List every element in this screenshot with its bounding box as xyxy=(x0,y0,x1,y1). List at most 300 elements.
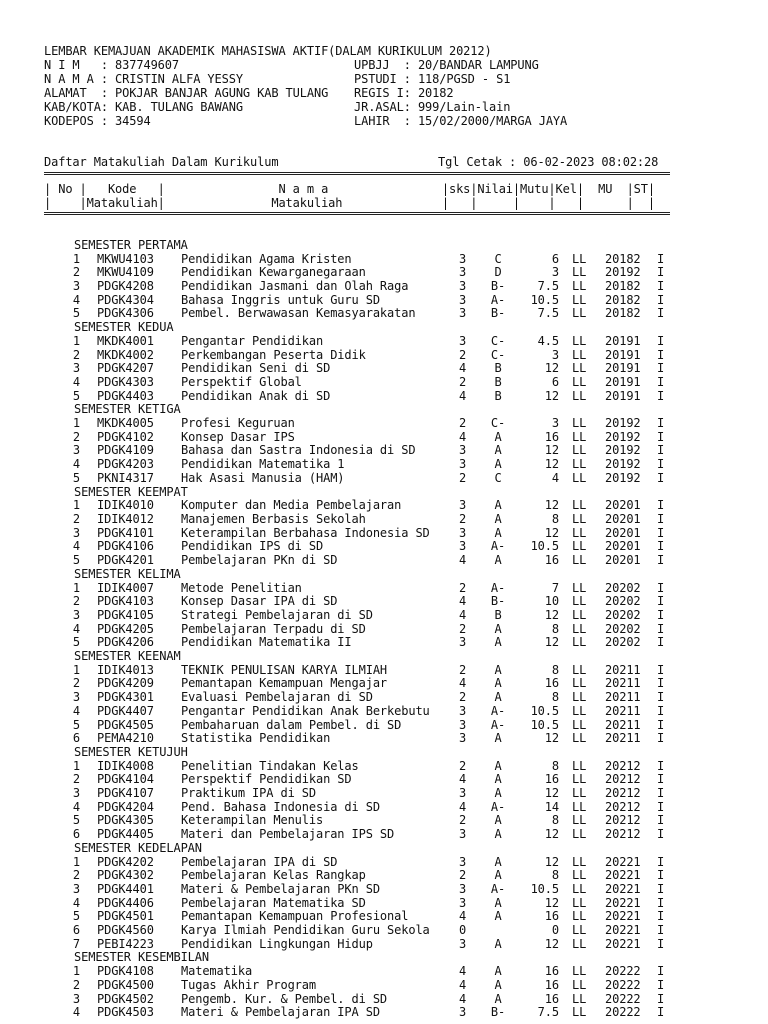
course-mutu: 4 xyxy=(551,471,559,485)
course-mu: 20211 xyxy=(605,690,641,704)
course-mutu: 3 xyxy=(551,265,559,279)
course-nama: Pendidikan Jasmani dan Olah Raga xyxy=(181,279,409,293)
course-nilai: A xyxy=(494,896,502,910)
kodepos-field: KODEPOS : 34594 xyxy=(44,114,151,128)
course-st: I xyxy=(657,279,665,293)
course-nama: Penelitian Tindakan Kelas xyxy=(181,759,359,773)
course-no: 6 xyxy=(72,923,80,937)
course-mu: 20212 xyxy=(605,786,641,800)
course-mutu: 10 xyxy=(544,594,559,608)
course-mutu: 10.5 xyxy=(530,539,559,553)
course-sks: 3 xyxy=(459,718,467,732)
course-no: 4 xyxy=(72,622,80,636)
course-nilai: A xyxy=(494,676,502,690)
course-kode: PDGK4501 xyxy=(97,909,154,923)
course-st: I xyxy=(657,855,665,869)
course-mu: 20222 xyxy=(605,964,641,978)
course-nilai: B xyxy=(494,389,502,403)
course-nama: Tugas Akhir Program xyxy=(181,978,316,992)
course-sks: 4 xyxy=(459,800,467,814)
course-nilai: D xyxy=(494,265,502,279)
course-st: I xyxy=(657,306,665,320)
course-st: I xyxy=(657,663,665,677)
course-no: 4 xyxy=(72,457,80,471)
course-mu: 20221 xyxy=(605,882,641,896)
double-rule xyxy=(44,212,670,215)
course-st: I xyxy=(657,978,665,992)
course-kode: IDIK4008 xyxy=(97,759,154,773)
course-kel: LL xyxy=(572,512,587,526)
course-nama: TEKNIK PENULISAN KARYA ILMIAH xyxy=(181,663,388,677)
course-sks: 3 xyxy=(459,635,467,649)
course-st: I xyxy=(657,786,665,800)
course-kode: PDGK4102 xyxy=(97,430,154,444)
course-kel: LL xyxy=(572,855,587,869)
course-sks: 2 xyxy=(459,512,467,526)
course-mutu: 7.5 xyxy=(537,306,559,320)
course-st: I xyxy=(657,498,665,512)
course-st: I xyxy=(657,443,665,457)
course-nilai: A xyxy=(494,827,502,841)
course-nama: Pembelajaran PKn di SD xyxy=(181,553,338,567)
course-no: 2 xyxy=(72,348,80,362)
course-mutu: 12 xyxy=(544,526,559,540)
course-sks: 4 xyxy=(459,978,467,992)
course-sks: 3 xyxy=(459,293,467,307)
course-mu: 20182 xyxy=(605,252,641,266)
course-sks: 0 xyxy=(459,923,467,937)
course-kode: IDIK4007 xyxy=(97,581,154,595)
course-kode: PDGK4109 xyxy=(97,443,154,457)
course-mutu: 10.5 xyxy=(530,704,559,718)
course-no: 6 xyxy=(72,827,80,841)
course-mutu: 16 xyxy=(544,772,559,786)
course-mu: 20221 xyxy=(605,868,641,882)
course-nilai: B- xyxy=(490,279,506,293)
course-st: I xyxy=(657,923,665,937)
course-no: 4 xyxy=(72,539,80,553)
course-nama: Konsep Dasar IPS xyxy=(181,430,295,444)
course-kel: LL xyxy=(572,704,587,718)
course-nama: Pendidikan Seni di SD xyxy=(181,361,331,375)
course-mu: 20211 xyxy=(605,731,641,745)
course-kel: LL xyxy=(572,992,587,1006)
course-st: I xyxy=(657,718,665,732)
course-kode: MKDK4002 xyxy=(97,348,154,362)
course-kel: LL xyxy=(572,334,587,348)
course-nilai: B xyxy=(494,375,502,389)
course-no: 5 xyxy=(72,389,80,403)
course-mu: 20192 xyxy=(605,416,641,430)
course-no: 4 xyxy=(72,1005,80,1019)
course-mu: 20212 xyxy=(605,827,641,841)
course-mu: 20221 xyxy=(605,923,641,937)
course-mu: 20221 xyxy=(605,909,641,923)
course-nilai: C- xyxy=(490,334,506,348)
course-sks: 4 xyxy=(459,964,467,978)
course-sks: 2 xyxy=(459,348,467,362)
info-line xyxy=(0,100,511,114)
course-kode: PDGK4560 xyxy=(97,923,154,937)
course-nama: Pembaharuan dalam Pembel. di SD xyxy=(181,718,402,732)
course-sks: 3 xyxy=(459,896,467,910)
course-nilai: A xyxy=(494,663,502,677)
table-header-line2: | |Matakuliah| Matakuliah | | | | | | | xyxy=(44,196,655,210)
course-no: 3 xyxy=(72,361,80,375)
course-nama: Perkembangan Peserta Didik xyxy=(181,348,366,362)
course-no: 3 xyxy=(72,608,80,622)
course-mu: 20211 xyxy=(605,718,641,732)
course-nilai: A xyxy=(494,430,502,444)
course-mutu: 12 xyxy=(544,937,559,951)
course-nilai: A xyxy=(494,786,502,800)
course-st: I xyxy=(657,293,665,307)
course-nilai: A xyxy=(494,868,502,882)
course-st: I xyxy=(657,512,665,526)
course-mu: 20201 xyxy=(605,498,641,512)
course-st: I xyxy=(657,389,665,403)
course-st: I xyxy=(657,827,665,841)
course-no: 1 xyxy=(72,759,80,773)
course-nama: Perspektif Global xyxy=(181,375,302,389)
course-st: I xyxy=(657,813,665,827)
doc-title-line xyxy=(0,44,492,58)
course-nilai: C- xyxy=(490,348,506,362)
course-nilai: B xyxy=(494,608,502,622)
course-st: I xyxy=(657,252,665,266)
course-nilai: A- xyxy=(490,539,506,553)
course-nilai: A xyxy=(494,635,502,649)
course-mutu: 8 xyxy=(551,813,559,827)
course-mu: 20212 xyxy=(605,800,641,814)
course-sks: 4 xyxy=(459,430,467,444)
course-nama: Pendidikan Matematika II xyxy=(181,635,352,649)
course-nilai: C- xyxy=(490,416,506,430)
course-mu: 20212 xyxy=(605,813,641,827)
course-no: 4 xyxy=(72,896,80,910)
course-sks: 4 xyxy=(459,553,467,567)
course-st: I xyxy=(657,896,665,910)
course-nama: Perspektif Pendidikan SD xyxy=(181,772,352,786)
semester-title: SEMESTER KETUJUH xyxy=(74,745,188,759)
course-kel: LL xyxy=(572,622,587,636)
course-kode: PDGK4306 xyxy=(97,306,154,320)
course-sks: 3 xyxy=(459,265,467,279)
course-st: I xyxy=(657,868,665,882)
course-st: I xyxy=(657,800,665,814)
course-sks: 3 xyxy=(459,704,467,718)
course-sks: 2 xyxy=(459,868,467,882)
course-nama: Manajemen Berbasis Sekolah xyxy=(181,512,366,526)
course-nilai: A- xyxy=(490,581,506,595)
course-st: I xyxy=(657,690,665,704)
course-nilai: A xyxy=(494,909,502,923)
course-no: 5 xyxy=(72,553,80,567)
course-kode: PDGK4203 xyxy=(97,457,154,471)
info-line xyxy=(0,58,539,72)
course-nama: Pengantar Pendidikan xyxy=(181,334,324,348)
jrasal-field: JR.ASAL: 999/Lain-lain xyxy=(354,100,511,114)
course-kode: PDGK4206 xyxy=(97,635,154,649)
course-kel: LL xyxy=(572,252,587,266)
course-kode: PDGK4108 xyxy=(97,964,154,978)
course-kode: PDGK4305 xyxy=(97,813,154,827)
course-nilai: A- xyxy=(490,718,506,732)
course-no: 5 xyxy=(72,813,80,827)
course-mutu: 12 xyxy=(544,361,559,375)
course-no: 2 xyxy=(72,676,80,690)
course-st: I xyxy=(657,526,665,540)
course-st: I xyxy=(657,992,665,1006)
course-no: 2 xyxy=(72,512,80,526)
semester-title: SEMESTER KEENAM xyxy=(74,649,181,663)
course-sks: 3 xyxy=(459,827,467,841)
course-nilai: A xyxy=(494,759,502,773)
course-mu: 20192 xyxy=(605,471,641,485)
course-mutu: 3 xyxy=(551,348,559,362)
course-nilai: A xyxy=(494,855,502,869)
list-header-line xyxy=(0,155,659,169)
course-no: 2 xyxy=(72,978,80,992)
course-kode: PDGK4406 xyxy=(97,896,154,910)
course-mutu: 16 xyxy=(544,964,559,978)
course-no: 1 xyxy=(72,855,80,869)
double-rule xyxy=(44,172,670,175)
course-mu: 20202 xyxy=(605,635,641,649)
course-mu: 20222 xyxy=(605,978,641,992)
course-kel: LL xyxy=(572,690,587,704)
course-kel: LL xyxy=(572,868,587,882)
course-kode: MKWU4109 xyxy=(97,265,154,279)
course-sks: 3 xyxy=(459,937,467,951)
course-st: I xyxy=(657,608,665,622)
course-kode: IDIK4010 xyxy=(97,498,154,512)
course-kode: PDGK4209 xyxy=(97,676,154,690)
course-nama: Keterampilan Menulis xyxy=(181,813,324,827)
course-sks: 3 xyxy=(459,443,467,457)
course-st: I xyxy=(657,964,665,978)
course-mutu: 16 xyxy=(544,553,559,567)
semester-title: SEMESTER KEDUA xyxy=(74,320,174,334)
course-kel: LL xyxy=(572,581,587,595)
course-nama: Pengantar Pendidikan Anak Berkebutu xyxy=(181,704,430,718)
course-mutu: 12 xyxy=(544,827,559,841)
course-st: I xyxy=(657,635,665,649)
course-no: 4 xyxy=(72,800,80,814)
course-nama: Metode Penelitian xyxy=(181,581,302,595)
course-kel: LL xyxy=(572,718,587,732)
course-nama: Matematika xyxy=(181,964,253,978)
course-kel: LL xyxy=(572,676,587,690)
course-sks: 3 xyxy=(459,457,467,471)
course-nama: Pembelajaran Terpadu di SD xyxy=(181,622,366,636)
nim-field: N I M : 837749607 xyxy=(44,58,179,72)
course-kel: LL xyxy=(572,759,587,773)
course-sks: 2 xyxy=(459,471,467,485)
course-mutu: 0 xyxy=(551,923,559,937)
course-kode: PDGK4104 xyxy=(97,772,154,786)
course-no: 6 xyxy=(72,731,80,745)
print-date: Tgl Cetak : 06-02-2023 08:02:28 xyxy=(438,155,659,169)
table-header-row xyxy=(0,196,655,210)
course-st: I xyxy=(657,348,665,362)
course-mutu: 10.5 xyxy=(530,718,559,732)
course-st: I xyxy=(657,622,665,636)
upbjj-field: UPBJJ : 20/BANDAR LAMPUNG xyxy=(354,58,539,72)
course-mutu: 8 xyxy=(551,622,559,636)
course-kel: LL xyxy=(572,978,587,992)
course-no: 3 xyxy=(72,443,80,457)
course-kode: MKDK4005 xyxy=(97,416,154,430)
course-mu: 20221 xyxy=(605,937,641,951)
course-sks: 4 xyxy=(459,389,467,403)
regis-field: REGIS I: 20182 xyxy=(354,86,454,100)
info-line xyxy=(0,72,511,86)
course-sks: 2 xyxy=(459,581,467,595)
course-kode: PDGK4301 xyxy=(97,690,154,704)
course-kel: LL xyxy=(572,553,587,567)
course-nilai: A xyxy=(494,978,502,992)
course-st: I xyxy=(657,909,665,923)
course-mu: 20201 xyxy=(605,512,641,526)
course-kel: LL xyxy=(572,594,587,608)
course-mutu: 6 xyxy=(551,252,559,266)
course-kode: PDGK4202 xyxy=(97,855,154,869)
course-kel: LL xyxy=(572,964,587,978)
course-st: I xyxy=(657,334,665,348)
course-kode: PDGK4201 xyxy=(97,553,154,567)
course-sks: 2 xyxy=(459,375,467,389)
course-kel: LL xyxy=(572,813,587,827)
course-st: I xyxy=(657,882,665,896)
course-kode: PDGK4407 xyxy=(97,704,154,718)
course-no: 1 xyxy=(72,663,80,677)
course-sks: 3 xyxy=(459,252,467,266)
course-no: 2 xyxy=(72,594,80,608)
course-nama: Pengemb. Kur. & Pembel. di SD xyxy=(181,992,388,1006)
course-mu: 20211 xyxy=(605,663,641,677)
course-kode: PDGK4502 xyxy=(97,992,154,1006)
course-no: 7 xyxy=(72,937,80,951)
course-mutu: 16 xyxy=(544,992,559,1006)
course-mutu: 12 xyxy=(544,896,559,910)
course-sks: 3 xyxy=(459,279,467,293)
course-nama: Hak Asasi Manusia (HAM) xyxy=(181,471,345,485)
course-no: 3 xyxy=(72,992,80,1006)
course-no: 2 xyxy=(72,772,80,786)
course-sks: 2 xyxy=(459,622,467,636)
course-nilai: A xyxy=(494,457,502,471)
course-mutu: 16 xyxy=(544,978,559,992)
course-mu: 20221 xyxy=(605,896,641,910)
course-kode: PEBI4223 xyxy=(97,937,154,951)
semester-title: SEMESTER KETIGA xyxy=(74,402,181,416)
course-mutu: 12 xyxy=(544,635,559,649)
course-nama: Keterampilan Berbahasa Indonesia SD xyxy=(181,526,430,540)
course-no: 1 xyxy=(72,498,80,512)
course-nilai: B xyxy=(494,361,502,375)
course-mutu: 10.5 xyxy=(530,293,559,307)
course-kel: LL xyxy=(572,786,587,800)
semester-title: SEMESTER KEDELAPAN xyxy=(74,841,202,855)
course-nilai: A xyxy=(494,813,502,827)
course-kel: LL xyxy=(572,471,587,485)
course-no: 1 xyxy=(72,416,80,430)
course-kode: PDGK4503 xyxy=(97,1005,154,1019)
table-header-line1: | No | Kode | N a m a |sks|Nilai|Mutu|Kel| MU |ST| xyxy=(44,182,655,196)
course-mu: 20222 xyxy=(605,992,641,1006)
course-kode: PDGK4303 xyxy=(97,375,154,389)
course-no: 5 xyxy=(72,909,80,923)
course-kode: PDGK4500 xyxy=(97,978,154,992)
course-mutu: 6 xyxy=(551,375,559,389)
course-nama: Pendidikan Agama Kristen xyxy=(181,252,352,266)
course-nama: Bahasa dan Sastra Indonesia di SD xyxy=(181,443,416,457)
course-nilai: A xyxy=(494,622,502,636)
course-mu: 20222 xyxy=(605,1005,641,1019)
course-mutu: 7.5 xyxy=(537,279,559,293)
course-kode: MKWU4103 xyxy=(97,252,154,266)
course-st: I xyxy=(657,375,665,389)
course-mu: 20201 xyxy=(605,539,641,553)
course-nama: Konsep Dasar IPA di SD xyxy=(181,594,338,608)
course-kode: PDGK4205 xyxy=(97,622,154,636)
course-sks: 2 xyxy=(459,416,467,430)
info-line xyxy=(0,114,568,128)
course-sks: 3 xyxy=(459,855,467,869)
course-nilai: A xyxy=(494,526,502,540)
course-kode: IDIK4013 xyxy=(97,663,154,677)
course-kel: LL xyxy=(572,375,587,389)
course-nilai: A xyxy=(494,992,502,1006)
course-kel: LL xyxy=(572,909,587,923)
course-kel: LL xyxy=(572,896,587,910)
course-mutu: 8 xyxy=(551,690,559,704)
course-nama: Karya Ilmiah Pendidikan Guru Sekola xyxy=(181,923,430,937)
course-kel: LL xyxy=(572,608,587,622)
course-kode: PDGK4103 xyxy=(97,594,154,608)
course-st: I xyxy=(657,430,665,444)
course-mu: 20182 xyxy=(605,306,641,320)
course-mu: 20212 xyxy=(605,759,641,773)
doc-title: LEMBAR KEMAJUAN AKADEMIK MAHASISWA AKTIF(DALAM KURIKULUM 20212) xyxy=(44,44,492,58)
course-mutu: 12 xyxy=(544,498,559,512)
course-no: 5 xyxy=(72,471,80,485)
course-kel: LL xyxy=(572,430,587,444)
course-kode: PDGK4302 xyxy=(97,868,154,882)
course-st: I xyxy=(657,676,665,690)
course-no: 3 xyxy=(72,786,80,800)
course-mutu: 16 xyxy=(544,909,559,923)
course-mu: 20212 xyxy=(605,772,641,786)
course-sks: 2 xyxy=(459,690,467,704)
course-mu: 20191 xyxy=(605,334,641,348)
kabkota-field: KAB/KOTA: KAB. TULANG BAWANG xyxy=(44,100,243,114)
course-sks: 4 xyxy=(459,909,467,923)
course-mutu: 12 xyxy=(544,608,559,622)
course-kel: LL xyxy=(572,937,587,951)
course-mu: 20192 xyxy=(605,443,641,457)
course-nilai: C xyxy=(494,252,502,266)
course-st: I xyxy=(657,731,665,745)
course-kode: PDGK4105 xyxy=(97,608,154,622)
course-kel: LL xyxy=(572,827,587,841)
course-kode: PDGK4505 xyxy=(97,718,154,732)
course-st: I xyxy=(657,539,665,553)
nama-field: N A M A : CRISTIN ALFA YESSY xyxy=(44,72,243,86)
course-kel: LL xyxy=(572,389,587,403)
course-nilai: A- xyxy=(490,882,506,896)
